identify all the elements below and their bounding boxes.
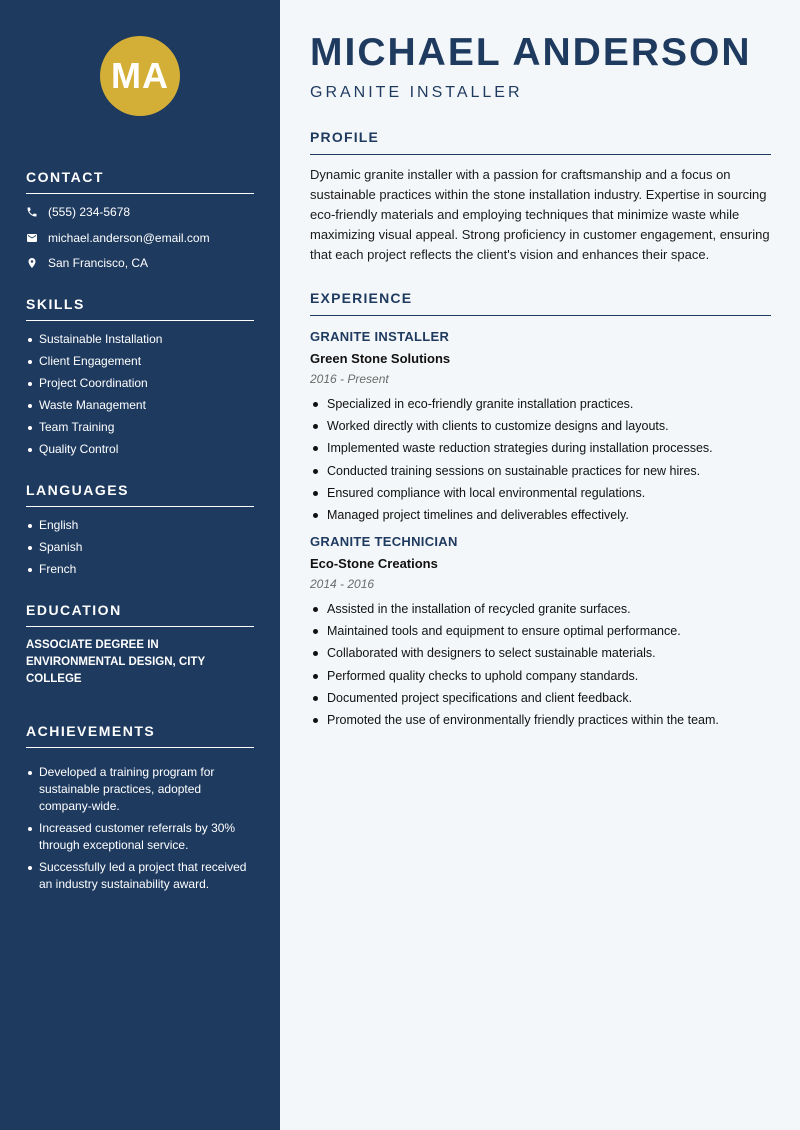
contact-location <box>26 256 254 270</box>
duty-item: Collaborated with designers to select sustainable materials. <box>310 645 771 662</box>
education-degree: ASSOCIATE DEGREE IN ENVIRONMENTAL DESIGN, CITY COLLEGE <box>26 639 205 685</box>
skill-item: Client Engagement <box>26 353 254 370</box>
mail-icon <box>26 232 48 244</box>
duty-item: Promoted the use of environmentally friendly practices within the team. <box>310 712 771 729</box>
profile-heading: PROFILE <box>310 129 771 155</box>
duty-item: Assisted in the installation of recycled granite surfaces. <box>310 601 771 618</box>
candidate-name: MICHAEL ANDERSON <box>310 31 752 74</box>
main-content <box>310 0 771 734</box>
contact-list <box>26 205 254 270</box>
job-dates: 2016 - Present <box>310 372 389 386</box>
email-link[interactable]: michael.anderson@email.com <box>48 230 210 245</box>
achievement-item: Developed a training program for sustainable practices, adopted company-wide. <box>26 764 254 815</box>
job-company: Green Stone Solutions <box>310 351 451 366</box>
avatar: MA <box>100 36 180 116</box>
contact-phone <box>26 205 254 219</box>
job-entry <box>310 534 771 729</box>
duty-item: Managed project timelines and deliverables effectively. <box>310 507 771 524</box>
location-pin-icon <box>26 257 48 269</box>
job-duties <box>310 396 771 524</box>
languages-heading: LANGUAGES <box>26 482 254 507</box>
duty-item: Documented project specifications and client feedback. <box>310 690 771 707</box>
experience-section <box>310 290 771 729</box>
skill-item: Quality Control <box>26 441 254 458</box>
skill-item: Sustainable Installation <box>26 331 254 348</box>
profile-text: Dynamic granite installer with a passion for craftsmanship and a focus on sustainable practices within the stone installation industry. Expertise in sourcing eco-friendly materials and employing techniques that minimize waste while maximizing visual appeal. Strong proficiency in customer engagement, ensuring that each project reflects the client's vision and enhances their space. <box>310 167 770 262</box>
job-entry <box>310 329 771 524</box>
achievement-item: Successfully led a project that received an industry sustainability award. <box>26 859 254 893</box>
education-heading: EDUCATION <box>26 602 254 627</box>
contact-section <box>26 169 254 270</box>
phone-icon <box>26 206 48 218</box>
duty-item: Ensured compliance with local environmental regulations. <box>310 485 771 502</box>
duty-item: Specialized in eco-friendly granite installation practices. <box>310 396 771 413</box>
phone-text: (555) 234-5678 <box>48 205 131 219</box>
duty-item: Conducted training sessions on sustainable practices for new hires. <box>310 463 771 480</box>
duty-item: Implemented waste reduction strategies during installation processes. <box>310 440 771 457</box>
job-duties <box>310 601 771 729</box>
achievements-list <box>26 764 254 893</box>
education-section <box>26 602 254 688</box>
job-title: GRANITE TECHNICIAN <box>310 533 458 549</box>
languages-list <box>26 517 254 578</box>
skill-item: Team Training <box>26 419 254 436</box>
language-item: Spanish <box>26 539 254 556</box>
sidebar <box>0 0 280 1130</box>
skill-item: Project Coordination <box>26 375 254 392</box>
candidate-title: GRANITE INSTALLER <box>310 84 523 101</box>
profile-section <box>310 129 771 265</box>
skills-list <box>26 331 254 458</box>
skills-heading: SKILLS <box>26 296 254 321</box>
job-company: Eco-Stone Creations <box>310 555 438 571</box>
achievements-section <box>26 723 254 893</box>
achievements-heading: ACHIEVEMENTS <box>26 723 254 748</box>
skills-section <box>26 296 254 458</box>
languages-section <box>26 482 254 578</box>
contact-email <box>26 231 254 245</box>
location-text: San Francisco, CA <box>48 256 149 270</box>
experience-heading: EXPERIENCE <box>310 290 771 316</box>
contact-heading: CONTACT <box>26 169 254 194</box>
language-item: French <box>26 561 254 578</box>
achievement-item: Increased customer referrals by 30% through exceptional service. <box>26 820 254 854</box>
job-dates: 2014 - 2016 <box>310 576 375 591</box>
duty-item: Maintained tools and equipment to ensure optimal performance. <box>310 623 771 640</box>
duty-item: Worked directly with clients to customize designs and layouts. <box>310 418 771 435</box>
skill-item: Waste Management <box>26 397 254 414</box>
duty-item: Performed quality checks to uphold company standards. <box>310 668 771 685</box>
job-title: GRANITE INSTALLER <box>310 329 450 344</box>
language-item: English <box>26 517 254 534</box>
